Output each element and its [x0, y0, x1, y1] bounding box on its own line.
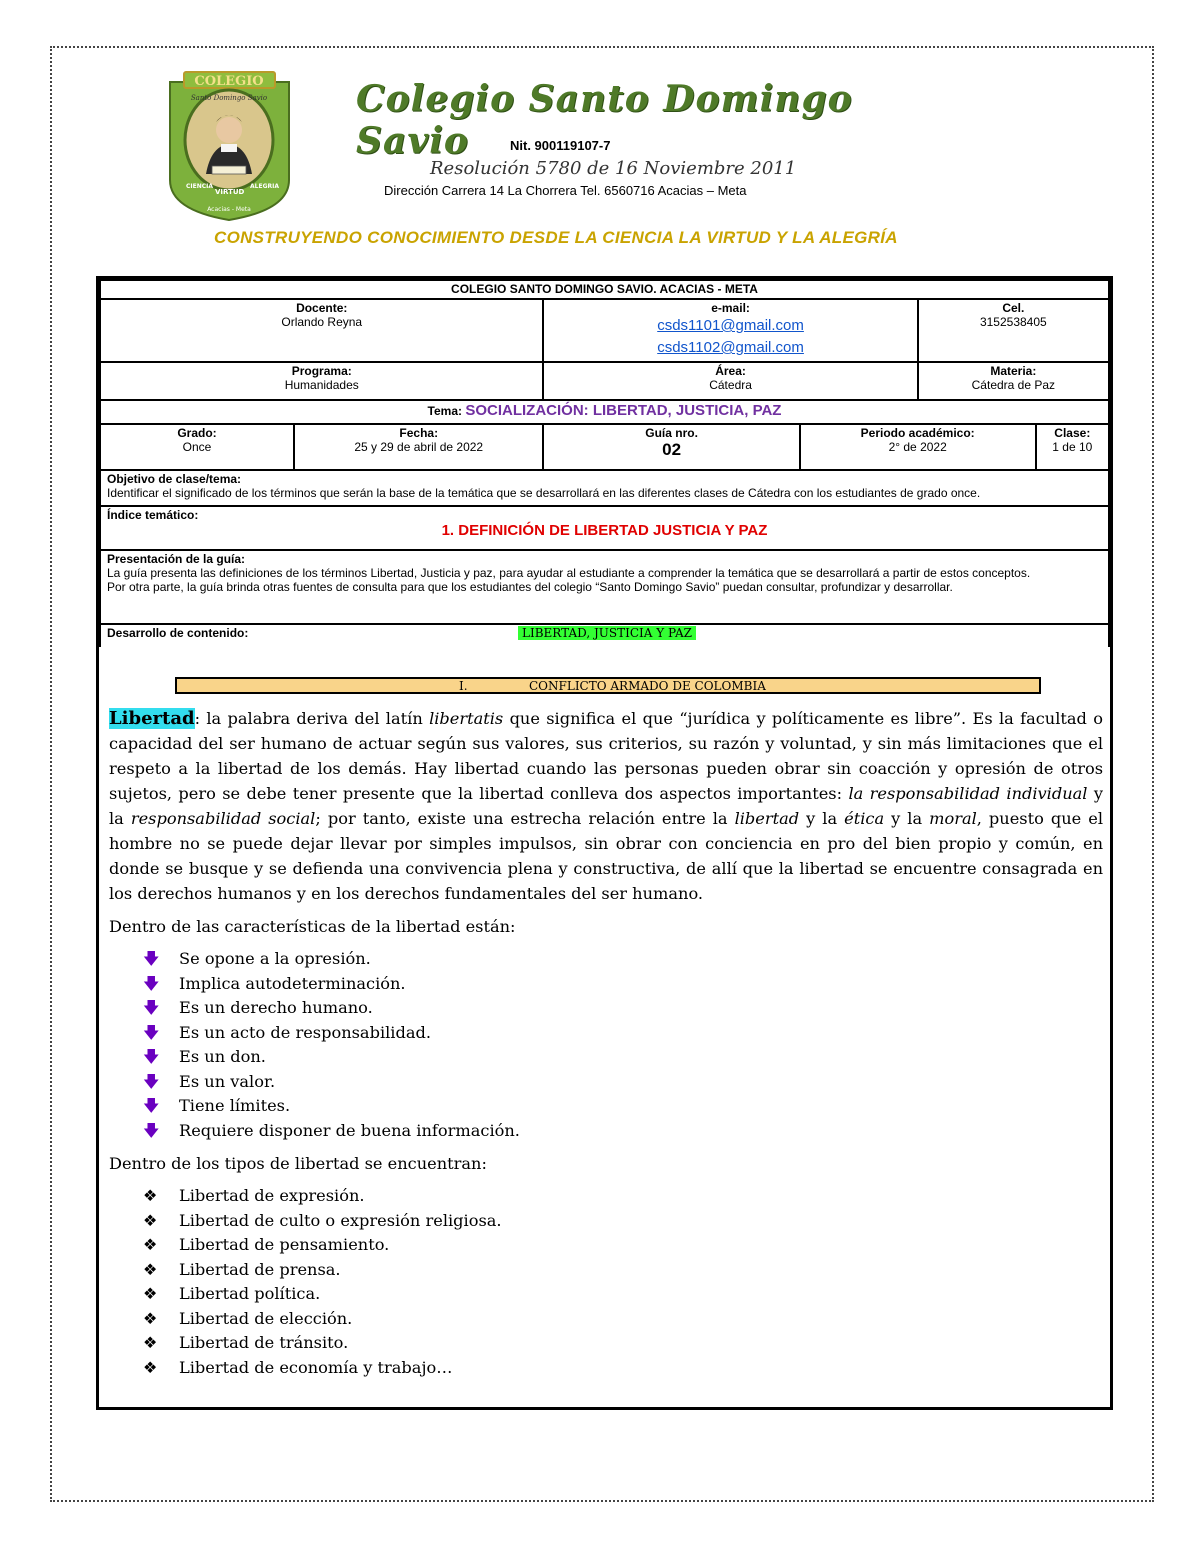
diamond-bullet-icon: ❖ — [143, 1210, 158, 1230]
presentacion-cell — [100, 550, 1109, 624]
seal-text-virtud: VIRTUD — [215, 188, 245, 196]
objetivo-label: Objetivo de clase/tema: — [107, 472, 242, 486]
diamond-bullet-icon: ❖ — [143, 1235, 158, 1254]
text-italic: ética — [844, 809, 885, 828]
diamond-bullet-icon: ❖ — [143, 1259, 158, 1279]
list-item-text: Es un derecho humano. — [179, 998, 373, 1017]
list-item — [143, 1021, 1103, 1046]
grado-value: Once — [182, 440, 212, 454]
text-italic: libertad — [734, 809, 800, 828]
diamond-bullet-icon: ❖ — [143, 1357, 158, 1377]
arrow-bullet-icon: 🡇 — [143, 1071, 160, 1091]
list-item — [143, 1209, 1103, 1234]
list-item — [143, 1307, 1103, 1332]
periodo-cell — [800, 424, 1036, 470]
list-item-text: Libertad de prensa. — [179, 1259, 341, 1279]
text-run: que significa el que “jurídica y políticamente es libre”. Es la facultad o capacidad del ser humano de actuar según sus valores, sus criterios, su razón y voluntad, y sin más limitaciones que el respeto a la libertad de los demás. Hay libertad cuando las personas pueden obrar sin coacción y opresión de otros sujetos, pero se debe tener presente que la libertad conlleva dos aspectos importantes: — [109, 709, 1103, 803]
list-item-text: Libertad de expresión. — [179, 1186, 365, 1205]
area-cell — [543, 362, 917, 400]
docente-cell — [100, 299, 543, 362]
guide-box — [96, 276, 1113, 1410]
arrow-bullet-icon: 🡇 — [143, 998, 160, 1017]
clase-cell — [1036, 424, 1109, 470]
presentacion-label: Presentación de la guía: — [107, 552, 246, 566]
list-item-text: Libertad de elección. — [179, 1308, 353, 1328]
tema-cell — [100, 400, 1109, 424]
list-item-text: Se opone a la opresión. — [179, 949, 371, 968]
arrow-bullet-icon: 🡇 — [143, 1096, 160, 1115]
school-motto: CONSTRUYENDO CONOCIMIENTO DESDE LA CIENCIA LA VIRTUD Y LA ALEGRÍA — [214, 228, 898, 247]
tipos-intro: Dentro de los tipos de libertad se encuentran: — [109, 1154, 487, 1173]
list-item — [143, 1331, 1103, 1356]
list-item — [143, 1070, 1103, 1095]
list-item-text: Libertad de pensamiento. — [179, 1235, 390, 1254]
section-bar — [175, 677, 1041, 694]
list-item — [143, 947, 1103, 972]
area-label: Área: — [715, 364, 746, 378]
text-run: : la palabra deriva del latín — [194, 709, 430, 728]
text-italic: la responsabilidad individual — [848, 784, 1088, 803]
school-name: Colegio Santo Domingo Savio — [356, 78, 853, 162]
arrow-bullet-icon: 🡇 — [143, 1047, 160, 1066]
arrow-bullet-icon: 🡇 — [143, 1022, 160, 1042]
fecha-value: 25 y 29 de abril de 2022 — [354, 440, 484, 454]
list-item-text: Libertad política. — [179, 1284, 321, 1303]
programa-label: Programa: — [291, 364, 352, 378]
list-item-text: Tiene límites. — [179, 1096, 291, 1115]
email-link-1[interactable]: csds1101@gmail.com — [657, 317, 804, 334]
seal-text-ciencia: CIENCIA — [186, 183, 214, 190]
presentacion-line-2: Por otra parte, la guía brinda otras fuentes de consulta para que los estudiantes del colegio “Santo Domingo Savio” puedan consultar, profundizar y desarrollar. — [107, 580, 953, 594]
nit: Nit. 900119107-7 — [510, 138, 611, 153]
text-italic: libertatis — [429, 709, 504, 728]
desarrollo-label: Desarrollo de contenido: — [107, 626, 249, 640]
text-run: y la — [884, 809, 930, 828]
seal-text-place: Acacias - Meta — [207, 206, 251, 213]
presentacion-line-1: La guía presenta las definiciones de los términos Libertad, Justicia y paz, para ayudar al estudiante a comprender la temática que se desarrollará a partir de estos conceptos. — [107, 566, 1031, 580]
text-run: y la — [109, 784, 1104, 828]
email-label: e-mail: — [711, 301, 750, 315]
email-link-2[interactable]: csds1102@gmail.com — [657, 339, 804, 356]
tipos-list — [109, 1184, 1103, 1380]
email-cell — [543, 299, 917, 362]
materia-label: Materia: — [990, 364, 1037, 378]
indice-label: Índice temático: — [107, 508, 199, 522]
text-run: y la — [799, 809, 845, 828]
list-item — [143, 996, 1103, 1021]
list-item-text: Es un acto de responsabilidad. — [179, 1022, 431, 1042]
diamond-bullet-icon: ❖ — [143, 1284, 158, 1303]
seal-text-name: Santo Domingo Savio — [190, 94, 268, 102]
periodo-label: Periodo académico: — [860, 426, 975, 440]
school-seal-logo — [166, 70, 293, 222]
section-number: I. — [459, 679, 468, 693]
section-title: CONFLICTO ARMADO DE COLOMBIA — [529, 679, 766, 693]
diamond-bullet-icon: ❖ — [143, 1308, 158, 1328]
guia-cell — [543, 424, 799, 470]
list-item-text: Libertad de tránsito. — [179, 1333, 349, 1352]
tema-label: Tema: — [427, 404, 462, 418]
fecha-label: Fecha: — [399, 426, 439, 440]
list-item — [143, 1282, 1103, 1307]
indice-cell — [100, 506, 1109, 550]
text-run: , puesto que el hombre no se puede dejar llevar por simples impulsos, sin obrar con conciencia en pro del bien propio y común, en donde se busque y se defienda una convivencia plena y constructiva, de allí que la libertad se encuentre consagrada en los derechos humanos y en los derechos fundamentales del ser humano. — [109, 809, 1103, 903]
direccion: Dirección Carrera 14 La Chorrera Tel. 6560716 Acacias – Meta — [384, 183, 747, 198]
list-item-text: Libertad de economía y trabajo… — [179, 1357, 453, 1377]
diamond-bullet-icon: ❖ — [143, 1333, 158, 1352]
text-run: ; por tanto, existe una estrecha relación entre la — [315, 809, 735, 828]
list-item — [143, 1184, 1103, 1209]
diamond-bullet-icon: ❖ — [143, 1186, 158, 1205]
caracteristicas-intro: Dentro de las características de la libertad están: — [109, 917, 516, 936]
arrow-bullet-icon: 🡇 — [143, 1120, 160, 1140]
libertad-paragraph — [109, 706, 1103, 906]
arrow-bullet-icon: 🡇 — [143, 973, 160, 993]
list-item-text: Libertad de culto o expresión religiosa. — [179, 1210, 502, 1230]
desarrollo-cell — [100, 624, 1109, 647]
list-item-text: Es un don. — [179, 1047, 266, 1066]
term-libertad: Libertad — [109, 708, 195, 729]
arrow-bullet-icon: 🡇 — [143, 949, 160, 968]
fecha-cell — [294, 424, 543, 470]
cel-value: 3152538405 — [979, 315, 1047, 329]
info-table — [99, 279, 1110, 647]
tema-value: SOCIALIZACIÓN: LIBERTAD, JUSTICIA, PAZ — [465, 402, 782, 419]
guia-label: Guía nro. — [645, 426, 698, 440]
list-item — [143, 1119, 1103, 1144]
clase-label: Clase: — [1054, 426, 1091, 440]
list-item-text: Es un valor. — [179, 1071, 276, 1091]
grado-label: Grado: — [177, 426, 217, 440]
clase-value: 1 de 10 — [1052, 440, 1093, 454]
text-italic: responsabilidad social — [130, 809, 316, 828]
list-item — [143, 1233, 1103, 1258]
seal-text-colegio: COLEGIO — [194, 74, 264, 89]
docente-value: Orlando Reyna — [281, 315, 363, 329]
periodo-value: 2° de 2022 — [888, 440, 947, 454]
indice-value: 1. DEFINICIÓN DE LIBERTAD JUSTICIA Y PAZ — [441, 522, 768, 539]
list-item — [143, 1356, 1103, 1381]
list-item — [143, 972, 1103, 997]
area-value: Cátedra — [709, 378, 752, 392]
list-item-text: Implica autodeterminación. — [179, 973, 406, 993]
text-italic: moral — [929, 809, 977, 828]
list-item — [143, 1258, 1103, 1283]
cel-label: Cel. — [1002, 301, 1025, 315]
list-item — [143, 1094, 1103, 1119]
content-body — [109, 706, 1103, 1388]
cel-cell — [918, 299, 1109, 362]
seal-text-alegria: ALEGRIA — [250, 183, 279, 190]
docente-label: Docente: — [296, 301, 348, 315]
materia-value: Cátedra de Paz — [971, 378, 1056, 392]
list-item-text: Requiere disponer de buena información. — [179, 1120, 520, 1140]
grado-cell — [100, 424, 294, 470]
resolucion: Resolución 5780 de 16 Noviembre 2011 — [430, 158, 797, 179]
objetivo-cell — [100, 470, 1109, 506]
institution-header: COLEGIO SANTO DOMINGO SAVIO. ACACIAS - META — [100, 280, 1109, 299]
programa-cell — [100, 362, 543, 400]
list-item — [143, 1045, 1103, 1070]
materia-cell — [918, 362, 1109, 400]
programa-value: Humanidades — [284, 378, 359, 392]
objetivo-value: Identificar el significado de los términos que serán la base de la temática que se desarrollará en las diferentes clases de Cátedra con los estudiantes de grado once. — [107, 486, 981, 500]
guia-value: 02 — [662, 440, 682, 459]
desarrollo-value: LIBERTAD, JUSTICIA Y PAZ — [518, 626, 696, 640]
caracteristicas-list — [109, 947, 1103, 1143]
